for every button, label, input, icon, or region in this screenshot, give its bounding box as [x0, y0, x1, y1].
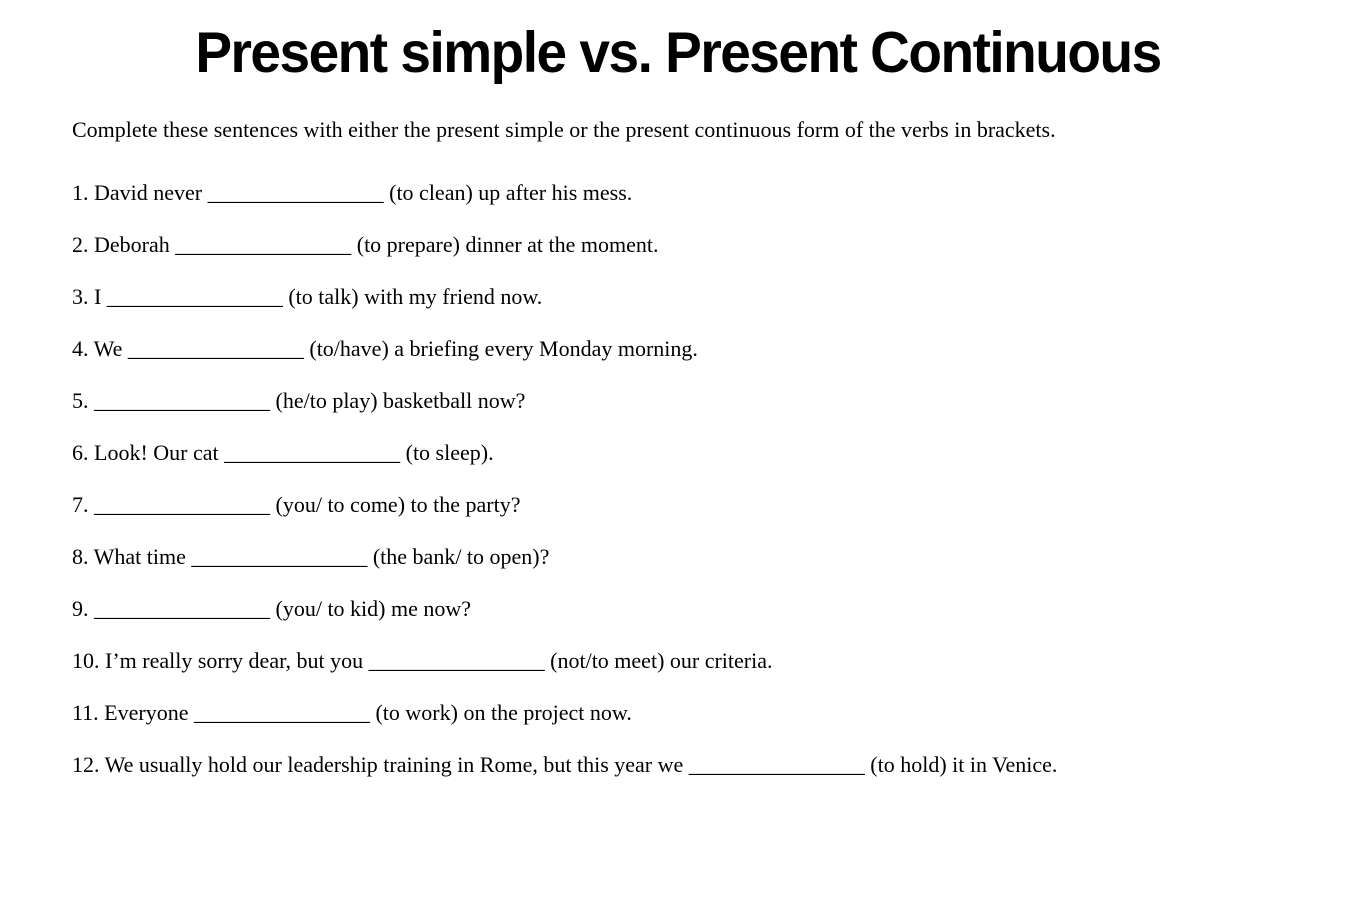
worksheet-item: 12. We usually hold our leadership training in Rome, but this year we ________________ (to hold) it in Venice.	[72, 752, 1058, 777]
worksheet-item: 8. What time ________________ (the bank/ to open)?	[72, 544, 550, 569]
worksheet-item: 5. ________________ (he/to play) basketball now?	[72, 388, 526, 413]
worksheet-item: 4. We ________________ (to/have) a briefing every Monday morning.	[72, 336, 698, 361]
worksheet-item: 1. David never ________________ (to clean) up after his mess.	[72, 180, 633, 205]
worksheet-item: 7. ________________ (you/ to come) to the party?	[72, 492, 521, 517]
worksheet-page	[0, 20, 1348, 904]
worksheet-item: 3. I ________________ (to talk) with my friend now.	[72, 284, 543, 309]
worksheet-item: 11. Everyone ________________ (to work) on the project now.	[72, 700, 632, 725]
worksheet-item: 9. ________________ (you/ to kid) me now?	[72, 596, 472, 621]
page-title: Present simple vs. Present Continuous	[195, 19, 1161, 85]
exercise-list	[72, 175, 1284, 782]
worksheet-item: 2. Deborah ________________ (to prepare) dinner at the moment.	[72, 232, 659, 257]
worksheet-item: 6. Look! Our cat ________________ (to sleep).	[72, 440, 494, 465]
instructions-text: Complete these sentences with either the present simple or the present continuous form of the verbs in brackets.	[72, 117, 1056, 142]
worksheet-item: 10. I’m really sorry dear, but you ________________ (not/to meet) our criteria.	[72, 648, 773, 673]
